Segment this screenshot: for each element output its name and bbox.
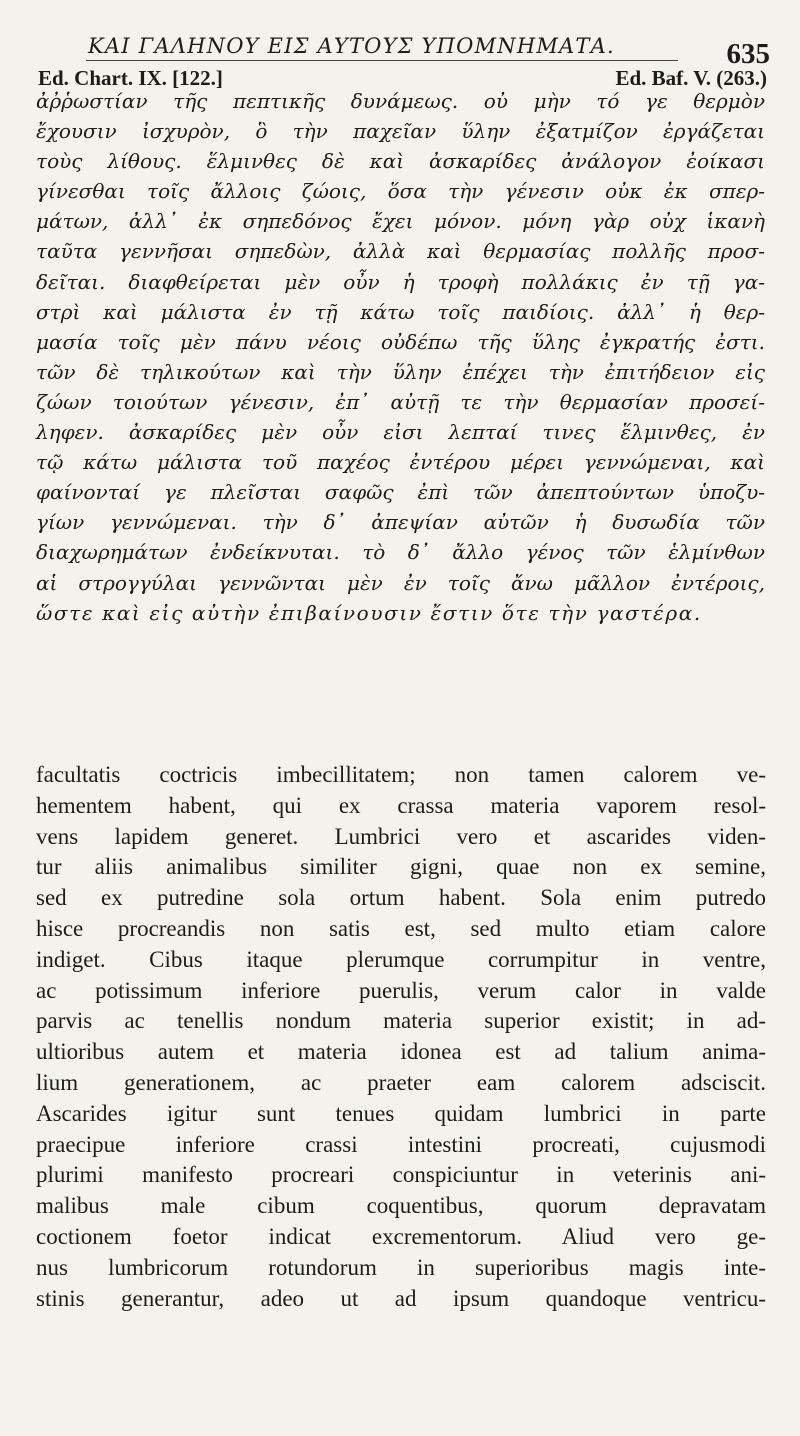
greek-line: αἱ στρογγύλαι γεννῶνται μὲν ἐν τοῖς ἄνω μᾶλλον ἐντέροις, — [36, 570, 765, 595]
latin-line: praecipue inferiore crassi intestini procreati, cujusmodi — [36, 1131, 766, 1157]
latin-text-block — [36, 760, 766, 1314]
greek-line: τῶν δὲ τηλικούτων καὶ τὴν ὕλην ἐπέχει τὴν ἐπιτήδειον εἰς — [36, 359, 765, 384]
greek-line: στρὶ καὶ μάλιστα ἐν τῇ κάτω τοῖς παιδίοις. ἀλλ᾽ ἡ θερ- — [36, 299, 765, 324]
page-number: 635 — [726, 38, 770, 70]
latin-line: hisce procreandis non satis est, sed multo etiam calore — [36, 915, 766, 941]
running-head — [0, 32, 800, 70]
greek-line — [36, 598, 765, 628]
edition-reference-chartier: Ed. Chart. IX. [122.] — [38, 66, 223, 90]
edition-reference-basel: Ed. Baf. V. (263.) — [615, 66, 767, 90]
greek-line: τῷ κάτω μάλιστα τοῦ παχέος ἐντέρου μέρει γεννώμεναι, καὶ — [36, 450, 765, 475]
greek-line: ἔχουσιν ἰσχυρὸν, ὃ τὴν παχεῖαν ὕλην ἐξατμίζον ἐργάζεται — [36, 119, 765, 144]
latin-line: Ascarides igitur sunt tenues quidam lumbrici in parte — [36, 1100, 766, 1126]
greek-line: μασία τοῖς μὲν πάνυ νέοις οὐδέπω τῆς ὕλης ἐγκρατής ἐστι. — [36, 329, 765, 354]
greek-line: ἀῤῥωστίαν τῆς πεπτικῆς δυνάμεως. οὐ μὴν τό γε θερμὸν — [36, 89, 765, 113]
latin-line: stinis generantur, adeo ut ad ipsum quandoque ventricu- — [36, 1285, 766, 1311]
latin-line: tur aliis animalibus similiter gigni, quae non ex semine, — [36, 854, 766, 880]
greek-line: μάτων, ἀλλ᾽ ἐκ σηπεδόνος ἔχει μόνον. μόνη γὰρ οὐχ ἱκανὴ — [36, 209, 765, 234]
latin-line: plurimi manifesto procreari conspiciuntur in veterinis ani- — [36, 1162, 766, 1188]
latin-line: nus lumbricorum rotundorum in superioribus magis inte- — [36, 1254, 766, 1280]
latin-line: ultioribus autem et materia idonea est ad talium anima- — [36, 1039, 766, 1065]
header-rule — [86, 60, 678, 61]
latin-line: vens lapidem generet. Lumbrici vero et ascarides viden- — [36, 823, 766, 849]
latin-line: hementem habent, qui ex crassa materia vaporem resol- — [36, 792, 766, 818]
greek-line: ληφεν. ἀσκαρίδες μὲν οὖν εἰσι λεπταί τινες ἕλμινθες, ἐν — [36, 420, 765, 445]
latin-line: indiget. Cibus itaque plerumque corrumpitur in ventre, — [36, 946, 766, 972]
latin-line: lium generationem, ac praeter eam calorem adsciscit. — [36, 1069, 766, 1095]
latin-line: sed ex putredine sola ortum habent. Sola enim putredo — [36, 885, 766, 911]
greek-line: δεῖται. διαφθείρεται μὲν οὖν ἡ τροφὴ πολλάκις ἐν τῇ γα- — [36, 269, 765, 294]
latin-line: malibus male cibum coquentibus, quorum depravatam — [36, 1193, 766, 1219]
greek-line-text: ὥστε καὶ εἰς αὐτὴν ἐπιβαίνουσιν ἔστιν ὅτε τὴν γαστέρα. — [36, 600, 702, 625]
greek-line: διαχωρημάτων ἐνδείκνυται. τὸ δ᾽ ἄλλο γένος τῶν ἑλμίνθων — [36, 540, 765, 565]
greek-line: φαίνονταί γε πλεῖσται σαφῶς ἐπὶ τῶν ἀπεπτούντων ὑποζυ- — [36, 480, 765, 505]
latin-line: ac potissimum inferiore puerulis, verum calor in valde — [36, 977, 766, 1003]
greek-line: γίων γεννώμεναι. τὴν δ᾽ ἀπεψίαν αὐτῶν ἡ δυσωδία τῶν — [36, 510, 765, 535]
greek-line: γίνεσθαι τοῖς ἄλλοις ζώοις, ὅσα τὴν γένεσιν οὐκ ἐκ σπερ- — [36, 179, 765, 204]
latin-line: coctionem foetor indicat excrementorum. Aliud vero ge- — [36, 1223, 766, 1249]
greek-line: ταῦτα γεννῆσαι σηπεδὼν, ἀλλὰ καὶ θερμασίας πολλῆς προσ- — [36, 239, 765, 264]
greek-text-block — [36, 86, 765, 628]
latin-line: parvis ac tenellis nondum materia superior existit; in ad- — [36, 1008, 766, 1034]
greek-line: ζώων τοιούτων γένεσιν, ἐπ᾽ αὐτῇ τε τὴν θερμασίαν προσεί- — [36, 389, 765, 414]
latin-line: facultatis coctricis imbecillitatem; non tamen calorem ve- — [36, 762, 766, 787]
running-head-title: ΚΑΙ ΓΑΛΗΝΟΥ ΕΙΣ ΑΥΤΟΥΣ ΥΠΟΜΝΗΜΑΤΑ. — [88, 34, 615, 58]
greek-line: τοὺς λίθους. ἕλμινθες δὲ καὶ ἀσκαρίδες ἀνάλογον ἐοίκασι — [36, 149, 765, 174]
